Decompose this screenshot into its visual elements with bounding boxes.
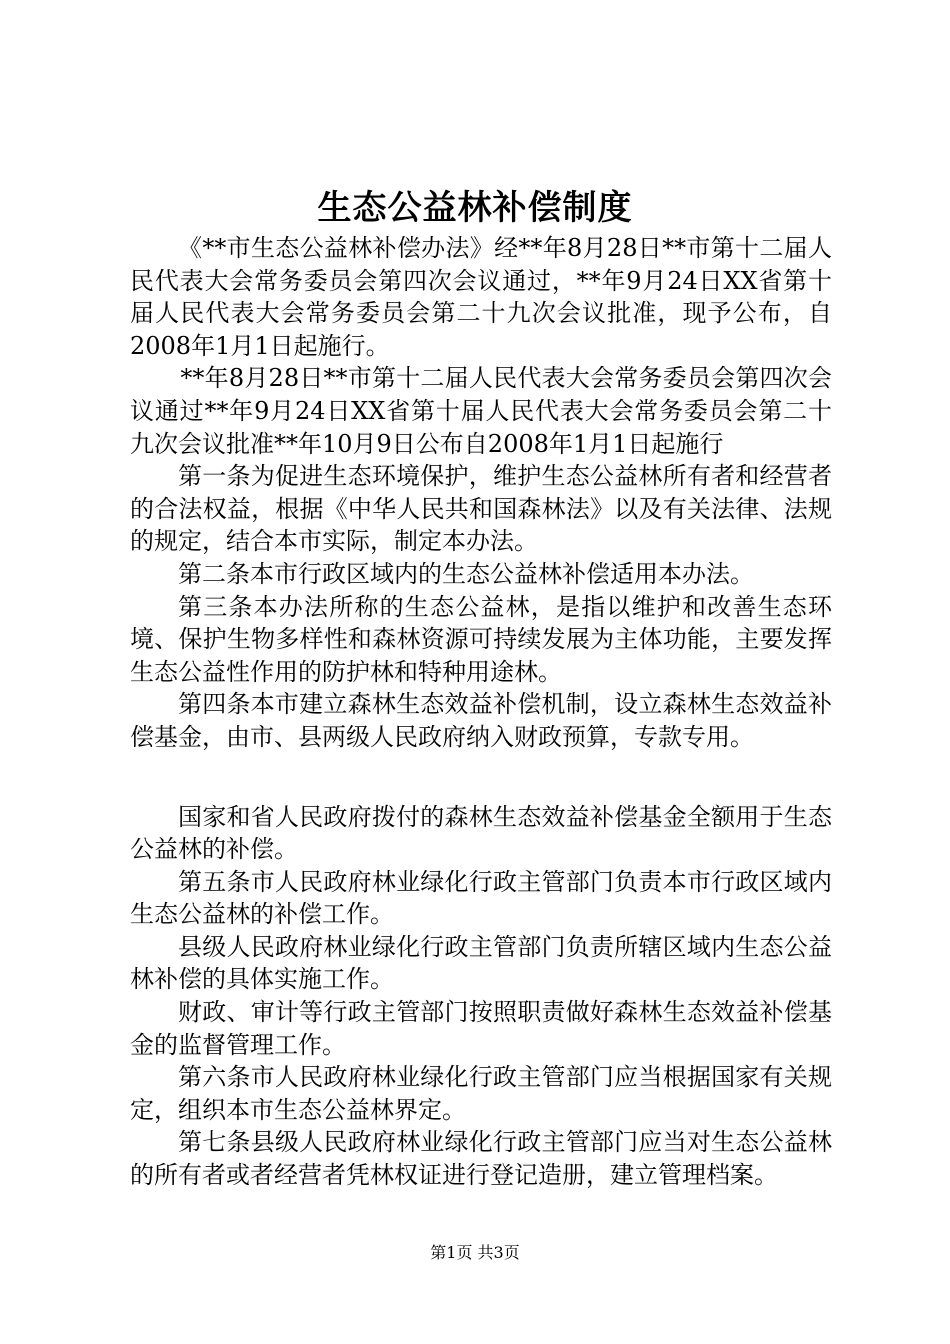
paragraph-article-2: 第二条本市行政区域内的生态公益林补偿适用本办法。 [178, 559, 754, 588]
paragraph-article-5-audit: 财政、审计等行政主管部门按照职责做好森林生态效益补偿基金的监督管理工作。 [130, 998, 832, 1059]
paragraph-article-4: 第四条本市建立森林生态效益补偿机制，设立森林生态效益补偿基金，由市、县两级人民政府纳入财政预算，专款专用。 [130, 690, 832, 751]
paragraph-article-4-funds: 国家和省人民政府拨付的森林生态效益补偿基金全额用于生态公益林的补偿。 [130, 802, 832, 864]
page-number-footer: 第1页 共3页 [430, 1243, 520, 1262]
paragraph-article-7: 第七条县级人民政府林业绿化行政主管部门应当对生态公益林的所有者或者经营者凭林权证进行登记造册，建立管理档案。 [130, 1128, 832, 1190]
document-body [130, 232, 832, 1192]
paragraph-article-3: 第三条本办法所称的生态公益林，是指以维护和改善生态环境、保护生物多样性和森林资源可持续发展为主体功能，主要发挥生态公益性作用的防护林和特种用途林。 [130, 592, 832, 686]
paragraph-article-5-county: 县级人民政府林业绿化行政主管部门负责所辖区域内生态公益林补偿的具体实施工作。 [130, 932, 832, 994]
paragraph-preamble: 《**市生态公益林补偿办法》经**年8月28日**市第十二届人民代表大会常务委员会第四次会议通过，**年9月24日XX省第十届人民代表大会常务委员会第二十九次会议批准，现予公布，自2008年1月1日起施行。 [130, 234, 832, 360]
paragraph-article-1: 第一条为促进生态环境保护，维护生态公益林所有者和经营者的合法权益，根据《中华人民共和国森林法》以及有关法律、法规的规定，结合本市实际，制定本办法。 [130, 462, 832, 556]
paragraph-article-5: 第五条市人民政府林业绿化行政主管部门负责本市行政区域内生态公益林的补偿工作。 [130, 867, 832, 929]
paragraph-article-6: 第六条市人民政府林业绿化行政主管部门应当根据国家有关规定，组织本市生态公益林界定。 [130, 1063, 832, 1124]
document-title: 生态公益林补偿制度 [317, 188, 633, 228]
paragraph-adoption-note: **年8月28日**市第十二届人民代表大会常务委员会第四次会议通过**年9月24日XX省第十届人民代表大会常务委员会第二十九次会议批准**年10月9日公布自2008年1月1日起施行 [130, 364, 832, 458]
paragraph-gap [130, 754, 832, 801]
